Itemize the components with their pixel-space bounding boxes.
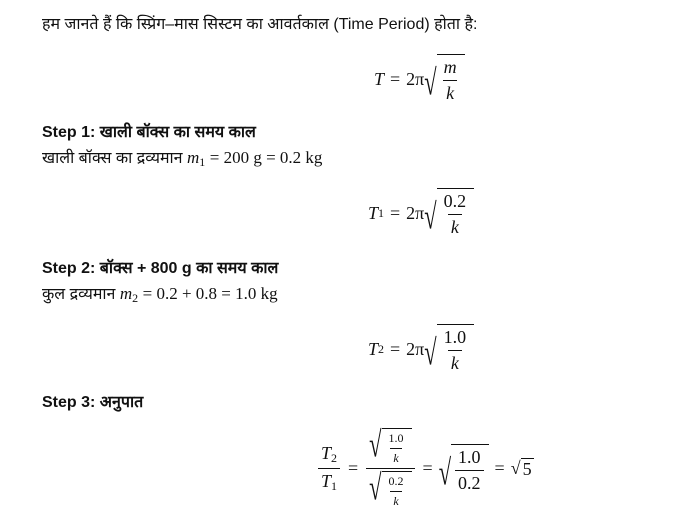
step2-var: m <box>119 284 133 303</box>
step1-formula-coef: 2π <box>406 202 425 223</box>
step1-formula-lhs-sub: 1 <box>378 205 385 220</box>
step3-heading: Step 3: अनुपात <box>42 394 144 411</box>
ratio-simp-num: 1.0 <box>458 446 481 467</box>
step1-expr: = 200 g = 0.2 kg <box>209 148 323 167</box>
ratio-t2-over-t1 <box>318 443 340 494</box>
sqrt-icon: √ $\frac{1.0}{k}$ <box>369 428 411 466</box>
sqrt-icon: √ $\frac{m}{k}$ <box>424 54 464 104</box>
formula-coef: 2π <box>406 68 425 89</box>
sqrt-icon: √ $\frac{1.0}{k}$ <box>424 324 474 374</box>
step1-var: m <box>187 148 200 167</box>
sqrt-icon: √ <box>510 458 521 478</box>
ratio-result: 5 <box>522 458 532 479</box>
sqrt-icon: √ $\frac{0.2}{k}$ <box>369 471 411 509</box>
step2-formula-den: k <box>448 350 462 374</box>
step2-text <box>42 282 278 306</box>
step1-formula <box>368 188 474 238</box>
ratio-t1: T <box>321 471 332 491</box>
step2-sub: 2 <box>132 291 139 305</box>
step1-heading: Step 1: खाली बॉक्स का समय काल <box>42 124 256 141</box>
step1-formula-den: k <box>448 214 462 238</box>
ratio-inner-den-den: k <box>390 491 401 509</box>
step1-formula-eq: = <box>390 202 401 223</box>
ratio-inner-den-num: 0.2 <box>388 474 404 488</box>
formula-lhs: T <box>374 68 385 89</box>
ratio-inner-num-den: k <box>390 448 401 466</box>
step2-formula-eq: = <box>390 338 401 359</box>
ratio-t2: T <box>321 443 332 463</box>
step2-formula-lhs-sub: 2 <box>378 341 385 356</box>
step1-sub: 1 <box>199 155 206 169</box>
step1-formula-num: 0.2 <box>443 191 467 211</box>
step2-formula-coef: 2π <box>406 338 425 359</box>
ratio-eq1: = <box>348 458 359 478</box>
sqrt-icon: √ $\frac{0.2}{k}$ <box>424 188 474 238</box>
formula-den: k <box>443 80 457 104</box>
step2-expr: = 0.2 + 0.8 = 1.0 kg <box>142 284 278 303</box>
step2-formula-lhs: T <box>368 338 379 359</box>
ratio-sqrt-fraction <box>366 423 414 509</box>
main-formula <box>374 54 465 104</box>
ratio-inner-num-num: 1.0 <box>388 431 404 445</box>
intro-text: हम जानते हैं कि स्प्रिंग–मास सिस्टम का आवर्तकाल (Time Period) होता है: <box>42 16 478 33</box>
step2-heading: Step 2: बॉक्स + 800 g का समय काल <box>42 260 279 277</box>
ratio-t1-sub: 1 <box>331 479 338 493</box>
ratio-simp-den: 0.2 <box>455 470 484 494</box>
sqrt-icon: √ $\frac{1.0}{0.2}$ <box>439 444 489 494</box>
step1-text <box>42 146 322 170</box>
ratio-eq2: = <box>422 458 433 478</box>
ratio-t2-sub: 2 <box>331 451 338 465</box>
ratio-eq3: = <box>494 458 505 478</box>
ratio-formula <box>316 423 534 509</box>
formula-eq: = <box>390 68 401 89</box>
step2-formula <box>368 324 474 374</box>
step2-prefix: कुल द्रव्यमान <box>42 286 116 303</box>
step1-formula-lhs: T <box>368 202 379 223</box>
step1-prefix: खाली बॉक्स का द्रव्यमान <box>42 150 183 167</box>
formula-num: m <box>443 57 457 77</box>
step2-formula-num: 1.0 <box>443 327 467 347</box>
